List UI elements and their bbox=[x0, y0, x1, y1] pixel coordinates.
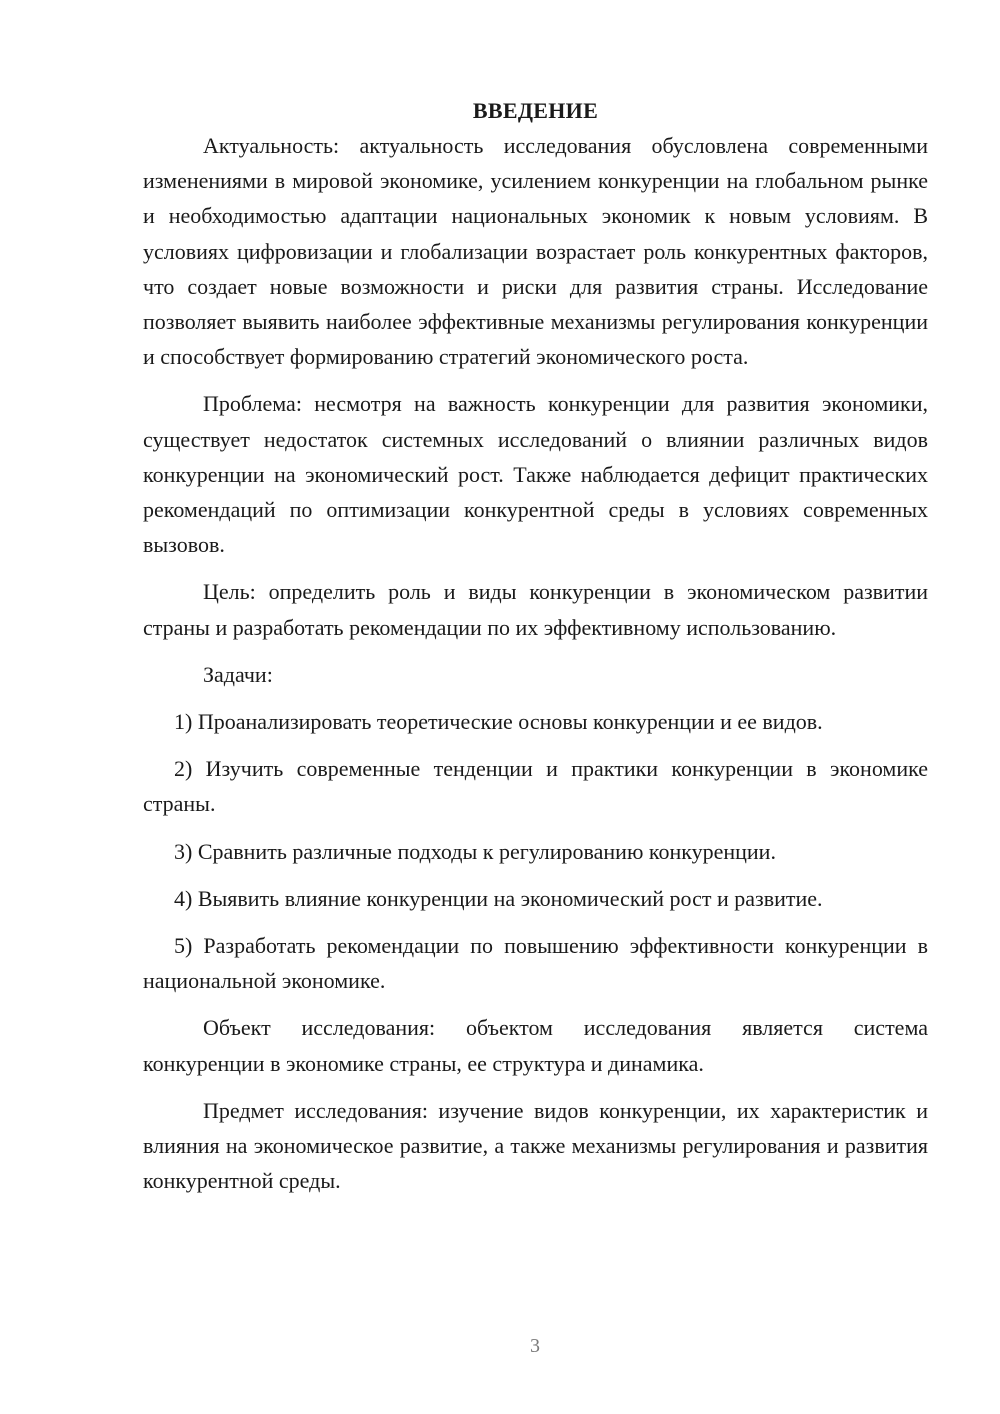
task-item-5: 5) Разработать рекомендации по повышению эффективности конкуренции в национальной экономике. bbox=[143, 933, 928, 994]
task-item-3: 3) Сравнить различные подходы к регулированию конкуренции. bbox=[174, 838, 776, 864]
tasks-label: Задачи: bbox=[203, 661, 273, 687]
paragraph-goal: Цель: определить роль и виды конкуренции в экономическом развитии страны и разработать рекомендации по их эффективному использованию. bbox=[143, 579, 928, 640]
task-item-4: 4) Выявить влияние конкуренции на экономический рост и развитие. bbox=[174, 885, 823, 911]
task-item-1: 1) Проанализировать теоретические основы конкуренции и ее видов. bbox=[174, 709, 823, 735]
paragraph-subject: Предмет исследования: изучение видов конкуренции, их характеристик и влияния на экономическое развитие, а также механизмы регулирования и развития конкурентной среды. bbox=[143, 1097, 928, 1194]
paragraph-problem: Проблема: несмотря на важность конкуренции для развития экономики, существует недостаток системных исследований о влиянии различных видов конкуренции на экономический рост. Также наблюдается дефицит практических рекомендаций по оптимизации конкурентной среды в условиях современных вызовов. bbox=[143, 391, 928, 558]
page-number: 3 bbox=[530, 1335, 540, 1357]
task-item-2: 2) Изучить современные тенденции и практики конкуренции в экономике страны. bbox=[143, 756, 928, 817]
section-heading: ВВЕДЕНИЕ bbox=[472, 98, 599, 123]
paragraph-relevance: Актуальность: актуальность исследования обусловлена современными изменениями в мировой экономике, усилением конкуренции на глобальном рынке и необходимостью адаптации национальных экономик к новым условиям. В условиях цифровизации и глобализации возрастает роль конкурентных факторов, что создает новые возможности и риски для развития страны. Исследование позволяет выявить наиболее эффективные механизмы регулирования конкуренции и способствует формированию стратегий экономического роста. bbox=[143, 133, 928, 370]
page-content bbox=[143, 95, 928, 1210]
paragraph-object: Объект исследования: объектом исследования является система конкуренции в экономике страны, ее структура и динамика. bbox=[143, 1015, 928, 1076]
